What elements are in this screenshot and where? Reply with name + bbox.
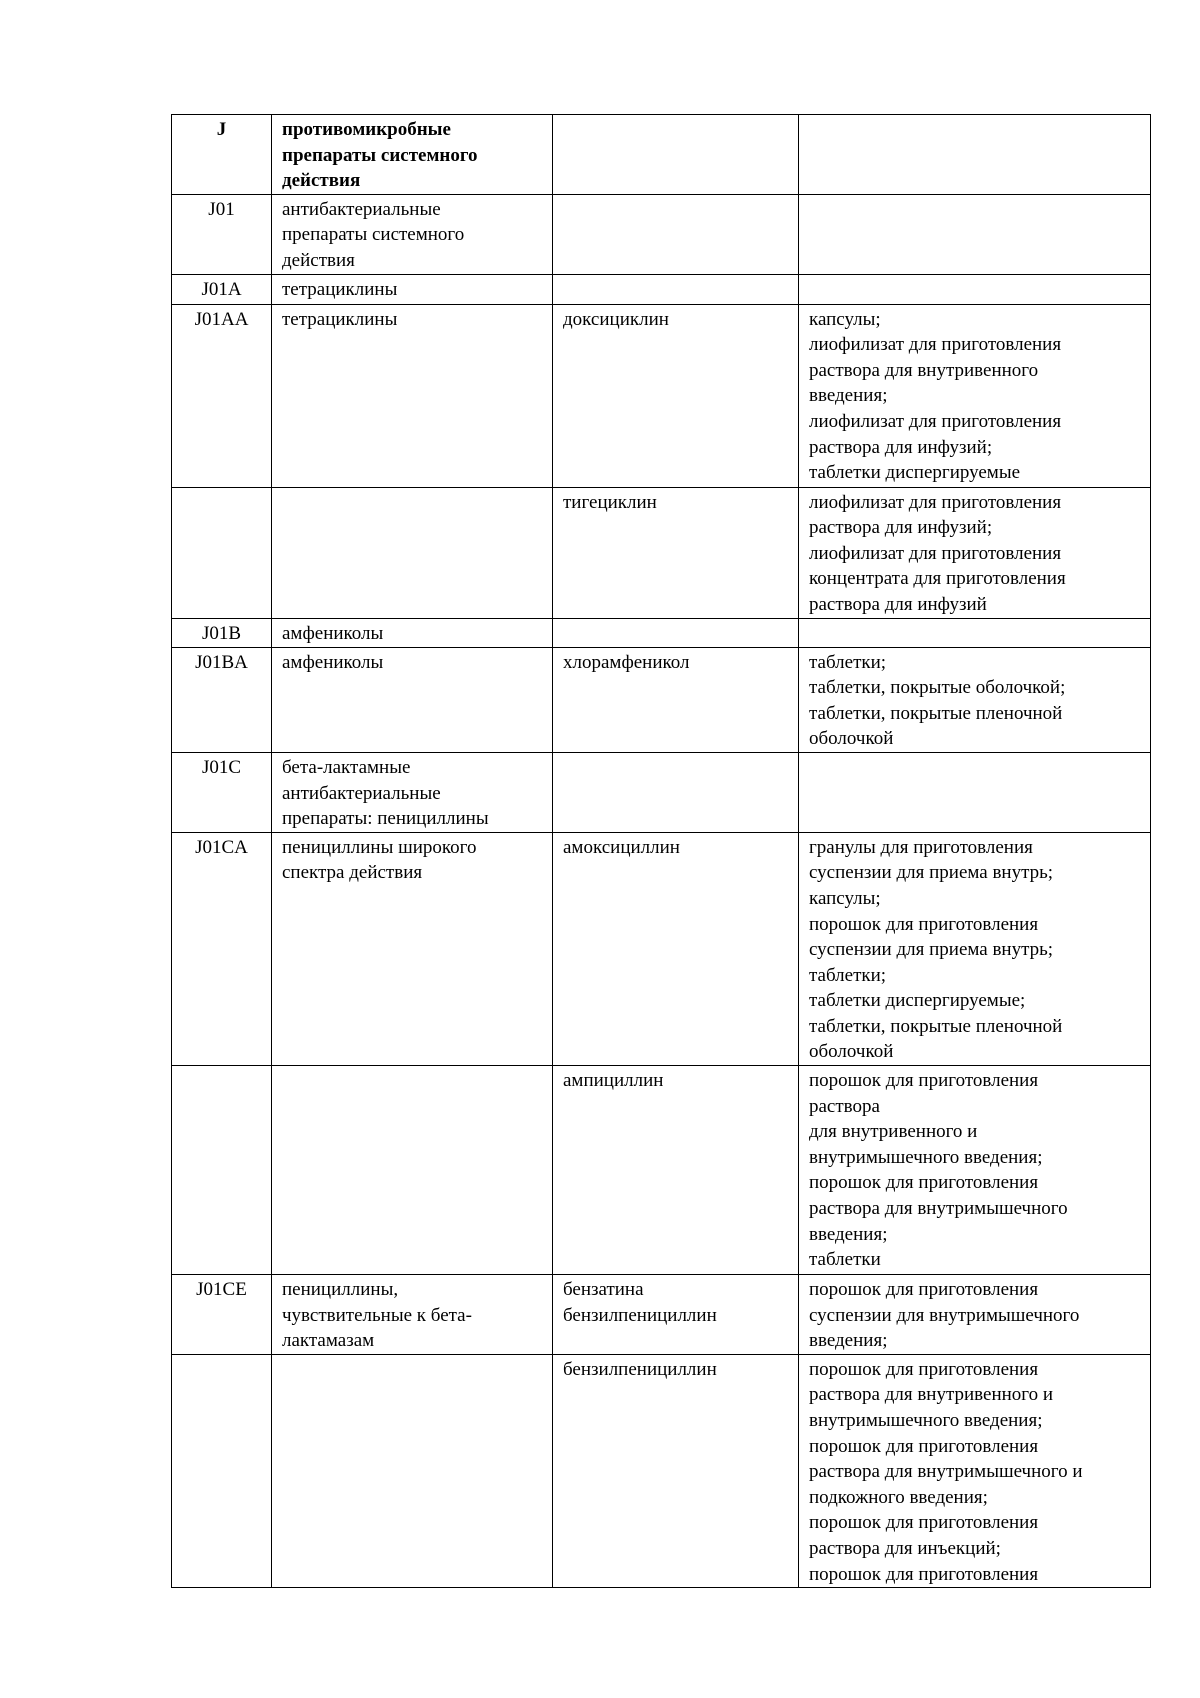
anatomical-group-line: лактамазам bbox=[282, 1330, 375, 1352]
dosage-forms-line: внутримышечного введения; bbox=[809, 1410, 1043, 1432]
anatomical-group-line: чувствительные к бета- bbox=[282, 1304, 472, 1326]
anatomical-group-line: противомикробные bbox=[282, 119, 451, 140]
anatomical-group-line: препараты: пенициллины bbox=[282, 808, 489, 830]
dosage-forms-line: раствора для инфузий bbox=[809, 593, 987, 615]
dosage-forms-line: раствора для внутримышечного и bbox=[809, 1461, 1083, 1483]
medicine-name-line: бензатина bbox=[563, 1279, 644, 1301]
table-row bbox=[172, 304, 1151, 487]
atc-code-cell: J01AA bbox=[172, 304, 272, 487]
atc-drug-table bbox=[171, 114, 1151, 1588]
medicine-name-line: бензилпенициллин bbox=[563, 1304, 717, 1326]
dosage-forms-line: лиофилизат для приготовления bbox=[809, 410, 1062, 432]
medicine-name-line: ампициллин bbox=[563, 1070, 664, 1092]
table-row bbox=[172, 832, 1151, 1065]
anatomical-group-line: препараты системного bbox=[282, 144, 478, 166]
medicine-name-line: доксициклин bbox=[563, 308, 669, 330]
anatomical-group-cell bbox=[272, 647, 553, 752]
anatomical-group-line: бета-лактамные bbox=[282, 756, 411, 778]
dosage-forms-line: лиофилизат для приготовления bbox=[809, 491, 1062, 513]
medicine-name-cell bbox=[553, 647, 799, 752]
medicine-name-cell bbox=[553, 1275, 799, 1355]
dosage-forms-line: раствора для инфузий; bbox=[809, 436, 993, 458]
medicine-name-cell bbox=[553, 304, 799, 487]
dosage-forms-line: порошок для приготовления bbox=[809, 1172, 1039, 1194]
atc-code-cell: J bbox=[172, 115, 272, 195]
medicine-name-cell bbox=[553, 832, 799, 1065]
table-row bbox=[172, 752, 1151, 832]
dosage-forms-line: порошок для приготовления bbox=[809, 1563, 1039, 1585]
table-row bbox=[172, 194, 1151, 274]
atc-code-cell: J01BA bbox=[172, 647, 272, 752]
anatomical-group-line: пенициллины, bbox=[282, 1279, 399, 1301]
dosage-forms-line: введения; bbox=[809, 1223, 888, 1245]
dosage-forms-line: таблетки bbox=[809, 1249, 881, 1271]
document-page bbox=[171, 114, 1150, 1588]
dosage-forms-line: подкожного введения; bbox=[809, 1486, 988, 1508]
dosage-forms-line: раствора для внутривенного и bbox=[809, 1384, 1054, 1406]
dosage-forms-line: порошок для приготовления bbox=[809, 1070, 1039, 1092]
dosage-forms-line: лиофилизат для приготовления bbox=[809, 334, 1062, 356]
anatomical-group-line: действия bbox=[282, 249, 355, 271]
dosage-forms-line: раствора для инъекций; bbox=[809, 1538, 1001, 1559]
table-row bbox=[172, 1354, 1151, 1587]
atc-code-cell bbox=[172, 1066, 272, 1275]
table-row bbox=[172, 618, 1151, 647]
anatomical-group-cell bbox=[272, 1354, 553, 1587]
dosage-forms-line: для внутривенного и bbox=[809, 1121, 978, 1143]
table-row bbox=[172, 115, 1151, 195]
anatomical-group-cell bbox=[272, 618, 553, 647]
dosage-forms-line: таблетки диспергируемые bbox=[809, 462, 1021, 484]
dosage-forms-line: гранулы для приготовления bbox=[809, 836, 1033, 858]
dosage-forms-line: таблетки, покрытые пленочной bbox=[809, 702, 1063, 724]
dosage-forms-line: введения; bbox=[809, 385, 888, 407]
atc-code-cell bbox=[172, 487, 272, 618]
table-row bbox=[172, 647, 1151, 752]
anatomical-group-cell bbox=[272, 1066, 553, 1275]
anatomical-group-line: амфениколы bbox=[282, 651, 384, 673]
anatomical-group-line: тетрациклины bbox=[282, 308, 398, 330]
atc-code-cell: J01A bbox=[172, 274, 272, 304]
dosage-forms-line: раствора bbox=[809, 1095, 880, 1117]
anatomical-group-line: препараты системного bbox=[282, 224, 465, 246]
dosage-forms-cell bbox=[799, 304, 1151, 487]
table-row bbox=[172, 274, 1151, 304]
medicine-name-line: хлорамфеникол bbox=[563, 651, 690, 673]
anatomical-group-cell bbox=[272, 487, 553, 618]
medicine-name-cell bbox=[553, 618, 799, 647]
atc-code-cell: J01CA bbox=[172, 832, 272, 1065]
dosage-forms-line: таблетки, покрытые оболочкой; bbox=[809, 677, 1066, 699]
dosage-forms-line: порошок для приготовления bbox=[809, 1358, 1039, 1380]
anatomical-group-line: спектра действия bbox=[282, 862, 423, 884]
dosage-forms-line: концентрата для приготовления bbox=[809, 568, 1066, 590]
dosage-forms-line: порошок для приготовления bbox=[809, 1279, 1039, 1301]
dosage-forms-line: раствора для внутримышечного bbox=[809, 1198, 1068, 1220]
dosage-forms-line: таблетки; bbox=[809, 651, 887, 673]
medicine-name-cell bbox=[553, 752, 799, 832]
dosage-forms-line: оболочкой bbox=[809, 1041, 894, 1063]
dosage-forms-cell bbox=[799, 618, 1151, 647]
table-row bbox=[172, 1275, 1151, 1355]
dosage-forms-line: таблетки; bbox=[809, 964, 887, 986]
medicine-name-line: тигециклин bbox=[563, 491, 657, 513]
dosage-forms-cell bbox=[799, 832, 1151, 1065]
dosage-forms-cell bbox=[799, 1066, 1151, 1275]
medicine-name-cell bbox=[553, 194, 799, 274]
atc-code-cell: J01 bbox=[172, 194, 272, 274]
medicine-name-cell bbox=[553, 1354, 799, 1587]
dosage-forms-line: суспензии для внутримышечного bbox=[809, 1304, 1080, 1326]
anatomical-group-cell bbox=[272, 832, 553, 1065]
dosage-forms-line: таблетки диспергируемые; bbox=[809, 990, 1026, 1012]
anatomical-group-line: тетрациклины bbox=[282, 278, 398, 300]
anatomical-group-cell bbox=[272, 1275, 553, 1355]
anatomical-group-line: пенициллины широкого bbox=[282, 836, 477, 858]
medicine-name-line: амоксициллин bbox=[563, 836, 680, 858]
dosage-forms-cell bbox=[799, 274, 1151, 304]
dosage-forms-line: капсулы; bbox=[809, 887, 881, 909]
anatomical-group-cell bbox=[272, 274, 553, 304]
dosage-forms-line: порошок для приготовления bbox=[809, 913, 1039, 935]
medicine-name-cell bbox=[553, 115, 799, 195]
dosage-forms-line: суспензии для приема внутрь; bbox=[809, 939, 1054, 961]
medicine-name-line: бензилпенициллин bbox=[563, 1358, 717, 1380]
dosage-forms-line: суспензии для приема внутрь; bbox=[809, 862, 1054, 884]
dosage-forms-cell bbox=[799, 115, 1151, 195]
dosage-forms-line: таблетки, покрытые пленочной bbox=[809, 1015, 1063, 1037]
table-row bbox=[172, 1066, 1151, 1275]
dosage-forms-line: порошок для приготовления bbox=[809, 1512, 1039, 1534]
dosage-forms-cell bbox=[799, 487, 1151, 618]
anatomical-group-cell bbox=[272, 304, 553, 487]
anatomical-group-line: действия bbox=[282, 170, 361, 192]
dosage-forms-line: капсулы; bbox=[809, 308, 881, 330]
dosage-forms-line: внутримышечного введения; bbox=[809, 1146, 1043, 1168]
dosage-forms-line: оболочкой bbox=[809, 728, 894, 750]
atc-code-cell: J01B bbox=[172, 618, 272, 647]
dosage-forms-line: раствора для внутривенного bbox=[809, 359, 1039, 381]
anatomical-group-cell bbox=[272, 752, 553, 832]
dosage-forms-cell bbox=[799, 752, 1151, 832]
medicine-name-cell bbox=[553, 1066, 799, 1275]
table-body bbox=[172, 115, 1151, 1588]
anatomical-group-line: амфениколы bbox=[282, 622, 384, 644]
dosage-forms-cell bbox=[799, 1275, 1151, 1355]
medicine-name-cell bbox=[553, 274, 799, 304]
anatomical-group-cell bbox=[272, 194, 553, 274]
atc-code-cell: J01C bbox=[172, 752, 272, 832]
dosage-forms-line: раствора для инфузий; bbox=[809, 517, 993, 539]
anatomical-group-cell bbox=[272, 115, 553, 195]
atc-code-cell: J01CE bbox=[172, 1275, 272, 1355]
dosage-forms-cell bbox=[799, 1354, 1151, 1587]
table-row bbox=[172, 487, 1151, 618]
dosage-forms-cell bbox=[799, 194, 1151, 274]
medicine-name-cell bbox=[553, 487, 799, 618]
dosage-forms-line: введения; bbox=[809, 1330, 888, 1352]
atc-code-cell bbox=[172, 1354, 272, 1587]
anatomical-group-line: антибактериальные bbox=[282, 782, 441, 804]
dosage-forms-line: порошок для приготовления bbox=[809, 1435, 1039, 1457]
anatomical-group-line: антибактериальные bbox=[282, 198, 441, 220]
dosage-forms-cell bbox=[799, 647, 1151, 752]
dosage-forms-line: лиофилизат для приготовления bbox=[809, 542, 1062, 564]
